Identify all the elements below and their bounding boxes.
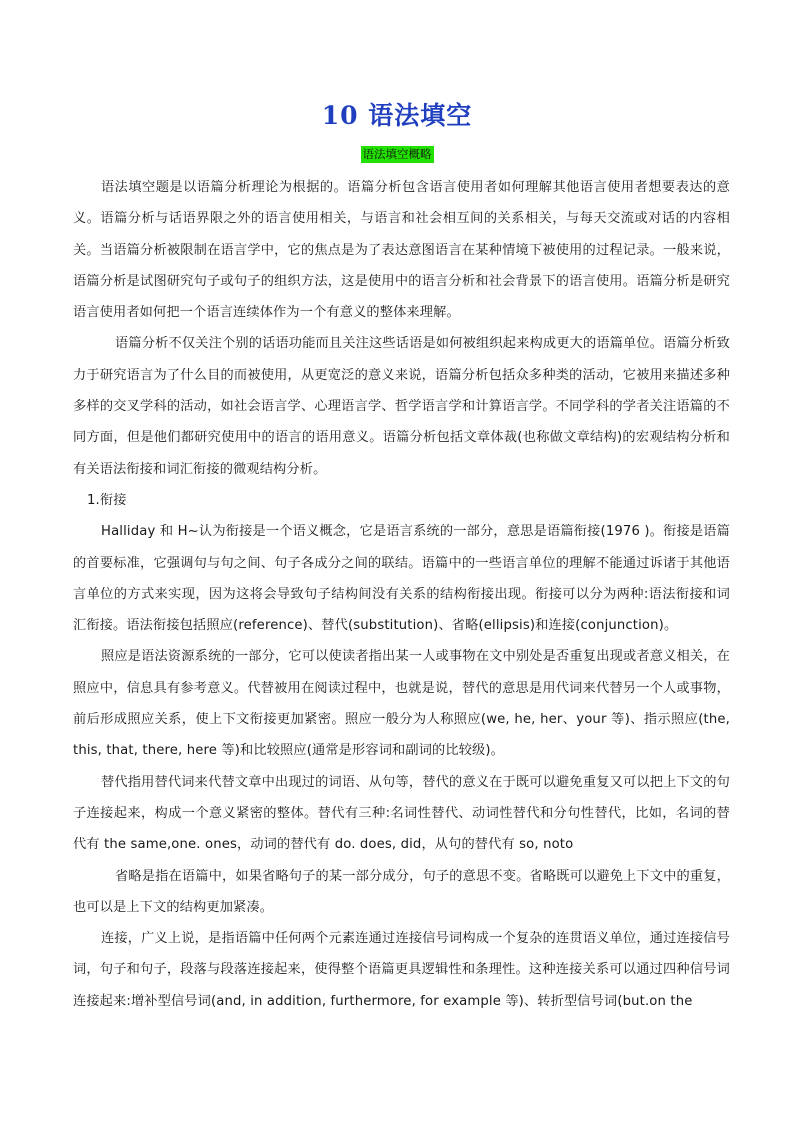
paragraph-ellipsis: 省略是指在语篇中，如果省略句子的某一部分成分，句子的意思不变。省略既可以避免上下文中的重复，也可以是上下文的结构更加紧凑。 — [73, 868, 730, 915]
paragraph-conjunction: 连接，广义上说，是指语篇中任何两个元素连通过连接信号词构成一个复杂的连贯语义单位，通过连接信号词，句子和句子，段落与段落连接起来，使得整个语篇更具逻辑性和条理性。这种连接关系可以通过四种信号词连接起来:增补型信号词(and, in addition, furthermore, for example 等)、转折型信号词(but.on the — [73, 931, 730, 1009]
subtitle-wrapper — [0, 143, 794, 163]
section-heading-cohesion: 1.衔接 — [87, 492, 127, 508]
paragraph-reference: 照应是语法资源系统的一部分，它可以使读者指出某一人或事物在文中别处是否重复出现或者意义相关，在照应中，信息具有参考意义。代替被用在阅读过程中，也就是说，替代的意思是用代词来代替另一个人或事物，前后形成照应关系，使上下文衔接更加紧密。照应一般分为人称照应(we, he, her、your 等)、指示照应(the, this, that, there, here 等)和比较照应(通常是形容词和副词的比较级)。 — [73, 649, 730, 759]
paragraph-discourse-analysis: 语篇分析不仅关注个别的话语功能而且关注这些话语是如何被组织起来构成更大的语篇单位。语篇分析致力于研究语言为了什么目的而被使用，从更宽泛的意义来说，语篇分析包括众多种类的活动，它被用来描述多种多样的交叉学科的活动，如社会语言学、心理语言学、哲学语言学和计算语言学。不同学科的学者关注语篇的不同方面，但是他们都研究使用中的语言的语用意义。语篇分析包括文章体裁(也称做文章结构)的宏观结构分析和有关语法衔接和词汇衔接的微观结构分析。 — [73, 336, 730, 477]
paragraph-substitution: 替代指用替代词来代替文章中出现过的词语、从句等，替代的意义在于既可以避免重复又可以把上下文的句子连接起来，构成一个意义紧密的整体。替代有三种:名词性替代、动词性替代和分句性替代，比如，名词的替代有 the same,one. ones，动词的替代有 do. does, did，从句的替代有 so, noto — [73, 774, 730, 853]
section-highlight-label: 语法填空概略 — [362, 147, 432, 161]
paragraph-intro: 语法填空题是以语篇分析理论为根据的。语篇分析包含语言使用者如何理解其他语言使用者想要表达的意义。语篇分析与话语界限之外的语言使用相关，与语言和社会相互间的关系相关，与每天交流或对话的内容相关。当语篇分析被限制在语言学中，它的焦点是为了表达意图语言在某种情境下被使用的过程记录。一般来说，语篇分析是试图研究句子或句子的组织方法，这是使用中的语言分析和社会背景下的语言使用。语篇分析是研究语言使用者如何把一个语言连续体作为一个有意义的整体来理解。 — [73, 180, 730, 321]
paragraph-halliday: Halliday 和 H~认为衔接是一个语义概念，它是语言系统的一部分，意思是语篇衔接(1976 )。衔接是语篇的首要标准，它强调句与句之间、句子各成分之间的联结。语篇中的一些语言单位的理解不能通过诉诸于其他语言单位的方式来实现，因为这将会导致句子结构间没有关系的结构衔接出现。衔接可以分为两种:语法衔接和词汇衔接。语法衔接包括照应(reference)、替代(substitution)、省略(ellipsis)和连接(conjunction)。 — [73, 524, 730, 634]
page-title: 10 语法填空 — [321, 101, 473, 130]
document-body — [73, 172, 730, 1017]
